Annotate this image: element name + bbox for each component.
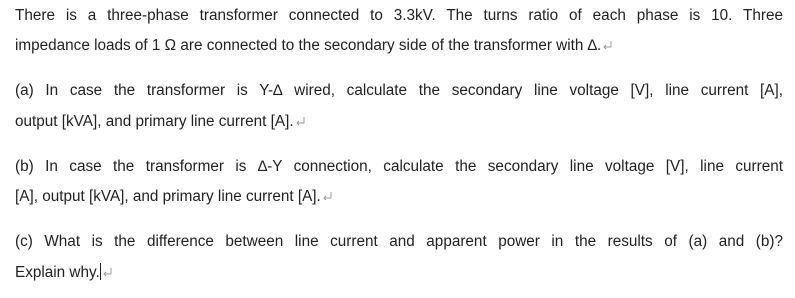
paragraph-mark-icon: [322, 191, 333, 202]
paragraph-1-line-2: impedance loads of 1 Ω are connected to the secondary side of the transformer with ∆.: [15, 37, 602, 54]
paragraph-3-line-2-wrap: [15, 187, 783, 207]
paragraph-4-line-2-wrap: [15, 263, 783, 283]
paragraph-3-line-2: [A], output [kVA], and primary line current [A].: [15, 188, 321, 205]
paragraph-2-line-2-wrap: [15, 112, 783, 132]
paragraph-1-line-1: There is a three-phase transformer connected to 3.3kV. The turns ratio of each phase is 10. Three: [15, 7, 783, 24]
paragraph-mark-icon: [295, 116, 306, 127]
paragraph-1-line-2-wrap: [15, 36, 783, 56]
paragraph-mark-icon: [602, 40, 613, 51]
paragraph-4-line-2: Explain why.: [15, 264, 100, 281]
paragraph-4-line-1: (c) What is the difference between line current and apparent power in the results of (a) and (b)?: [15, 233, 783, 250]
paragraph-2-line-2: output [kVA], and primary line current [A].: [15, 113, 294, 130]
paragraph-3-line-1: (b) In case the transformer is ∆-Y connection, calculate the secondary line voltage [V], line current: [15, 158, 783, 175]
paragraph-mark-icon: [102, 267, 113, 278]
paragraph-2-line-1: (a) In case the transformer is Y-∆ wired, calculate the secondary line voltage [V], line current [A],: [15, 82, 783, 99]
text-cursor: [100, 263, 101, 280]
